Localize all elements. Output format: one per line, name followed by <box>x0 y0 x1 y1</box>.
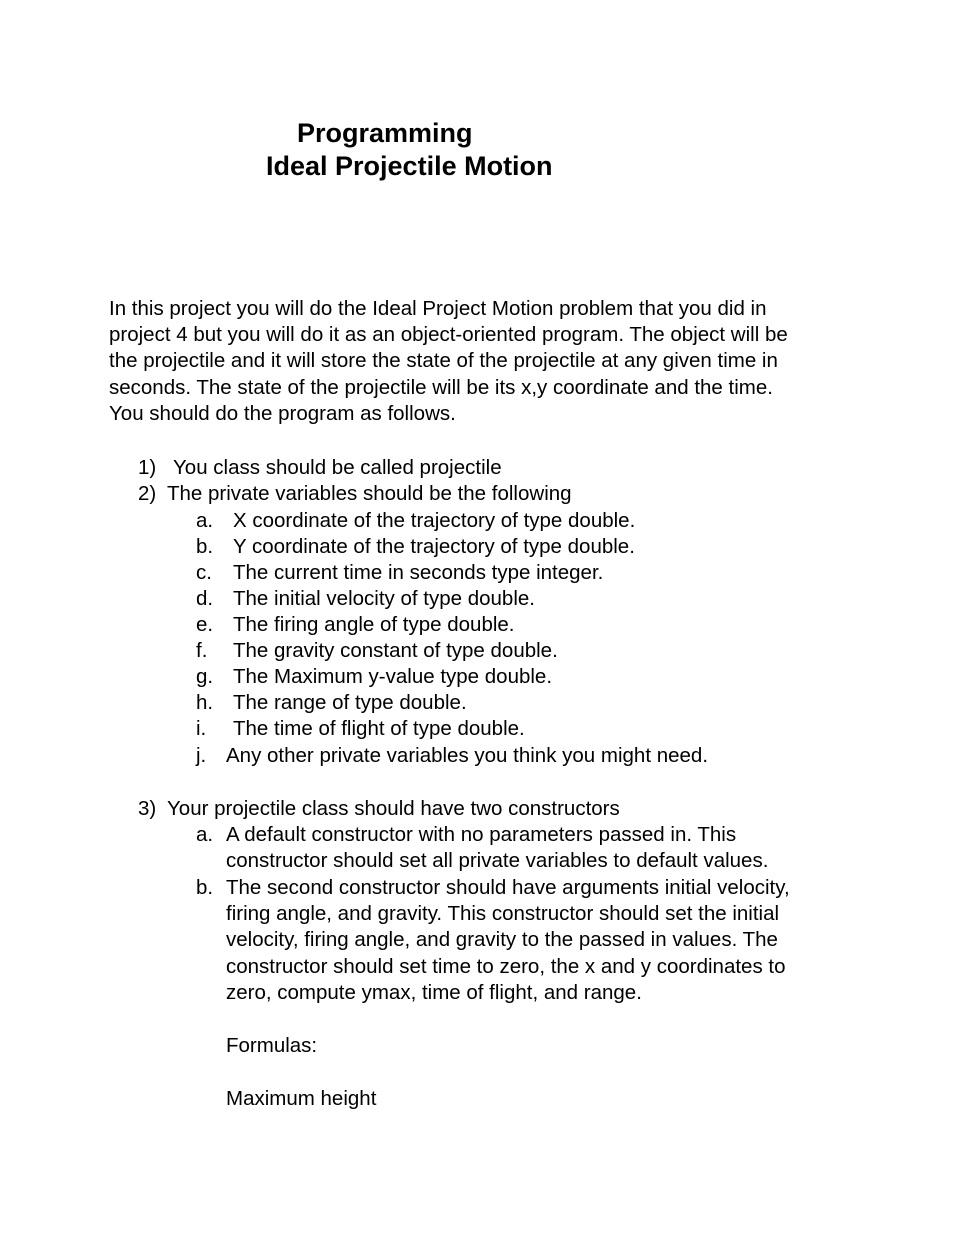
formulas-label: Formulas: <box>226 1034 318 1057</box>
sub-item-text-line: The second constructor should have arguments initial velocity, <box>226 876 790 899</box>
sub-item-2a <box>0 508 980 534</box>
sub-item-letter: e. <box>196 613 214 636</box>
sub-item-2b <box>0 534 980 560</box>
intro-line: In this project you will do the Ideal Project Motion problem that you did in <box>109 297 767 320</box>
sub-item-letter: a. <box>196 509 214 532</box>
sub-item-letter: d. <box>196 587 214 610</box>
sub-item-2i <box>0 716 980 742</box>
sub-item-2j <box>0 743 980 769</box>
intro-paragraph <box>109 296 889 427</box>
sub-item-3b <box>0 875 980 1006</box>
list-item-2-text: The private variables should be the following <box>167 482 572 505</box>
sub-item-text: The gravity constant of type double. <box>233 639 558 662</box>
sub-item-text: The firing angle of type double. <box>233 613 515 636</box>
list-item-3 <box>0 796 980 822</box>
sub-item-text-line: velocity, firing angle, and gravity to the passed in values. The <box>226 928 778 951</box>
sub-item-2e <box>0 612 980 638</box>
sub-item-letter: i. <box>196 717 207 740</box>
sub-item-text-line: A default constructor with no parameters passed in. This <box>226 823 737 846</box>
intro-line: seconds. The state of the projectile will be its x,y coordinate and the time. <box>109 375 773 399</box>
sub-item-2d <box>0 586 980 612</box>
sub-item-text-line: constructor should set time to zero, the x and y coordinates to <box>226 955 786 978</box>
list-item-1-number: 1) <box>138 456 157 479</box>
intro-line: the projectile and it will store the state of the projectile at any given time in <box>109 349 778 373</box>
intro-line: You should do the program as follows. <box>109 401 456 425</box>
list-item-3-number: 3) <box>138 797 157 820</box>
sub-item-letter: f. <box>196 639 208 662</box>
sub-item-text-line: zero, compute ymax, time of flight, and range. <box>226 981 642 1004</box>
list-item-1-text: You class should be called projectile <box>173 456 502 479</box>
list-item-3-text: Your projectile class should have two constructors <box>167 797 620 820</box>
sub-item-3a <box>0 822 980 874</box>
sub-item-text: Any other private variables you think you might need. <box>226 744 709 767</box>
sub-item-letter: h. <box>196 691 214 714</box>
list-item-2 <box>0 481 980 507</box>
sub-item-text: The Maximum y-value type double. <box>233 665 553 688</box>
sub-item-letter: j. <box>196 744 207 767</box>
intro-line: project 4 but you will do it as an object-oriented program. The object will be <box>109 323 788 347</box>
sub-item-letter: c. <box>196 561 212 584</box>
sub-item-2f <box>0 638 980 664</box>
maximum-height-label: Maximum height <box>226 1087 377 1110</box>
sub-item-text: The initial velocity of type double. <box>233 587 535 610</box>
sub-item-letter: b. <box>196 535 214 558</box>
sub-item-text: The time of flight of type double. <box>233 717 525 740</box>
sub-item-letter: b. <box>196 876 214 899</box>
sub-item-text: X coordinate of the trajectory of type double. <box>233 509 636 532</box>
sub-item-letter: g. <box>196 665 214 688</box>
sub-item-text-line: firing angle, and gravity. This constructor should set the initial <box>226 902 780 925</box>
document-title-line-2: Ideal Projectile Motion <box>266 151 553 181</box>
sub-item-text-line: constructor should set all private variables to default values. <box>226 849 769 872</box>
document-title-line-1: Programming <box>297 118 473 148</box>
list-item-1 <box>0 455 980 481</box>
sub-item-text: The range of type double. <box>233 691 467 714</box>
sub-item-letter: a. <box>196 823 214 846</box>
sub-item-text: The current time in seconds type integer. <box>233 561 604 584</box>
list-item-2-number: 2) <box>138 482 157 505</box>
sub-item-text: Y coordinate of the trajectory of type double. <box>233 535 635 558</box>
sub-item-2c <box>0 560 980 586</box>
sub-item-2g <box>0 664 980 690</box>
sub-item-2h <box>0 690 980 716</box>
